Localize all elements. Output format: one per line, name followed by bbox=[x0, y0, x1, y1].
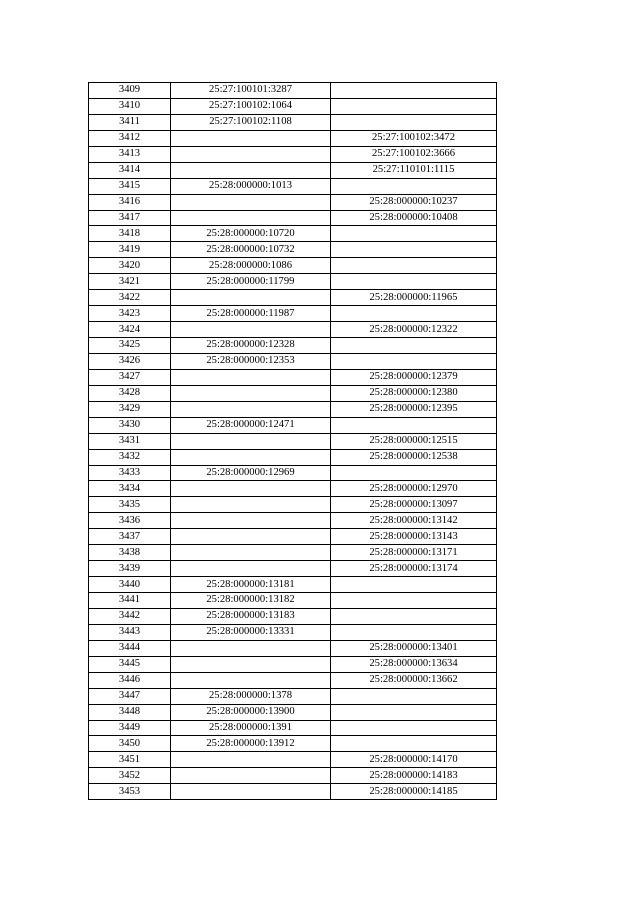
table-row bbox=[89, 465, 497, 481]
row-number-cell: 3424 bbox=[89, 322, 171, 338]
table-row bbox=[89, 656, 497, 672]
table-row bbox=[89, 258, 497, 274]
cadastral-number-cell-column-2 bbox=[171, 656, 331, 672]
row-number-cell: 3428 bbox=[89, 385, 171, 401]
row-number-cell: 3446 bbox=[89, 672, 171, 688]
cadastral-number-cell-column-3 bbox=[331, 608, 497, 624]
cadastral-number-cell-column-2 bbox=[171, 433, 331, 449]
row-number-cell: 3438 bbox=[89, 545, 171, 561]
cadastral-number-cell-column-2 bbox=[171, 640, 331, 656]
table-row bbox=[89, 752, 497, 768]
cadastral-number-cell-column-2 bbox=[171, 672, 331, 688]
row-number-cell: 3453 bbox=[89, 784, 171, 800]
cadastral-number-cell-column-2 bbox=[171, 545, 331, 561]
table-row bbox=[89, 210, 497, 226]
row-number-cell: 3451 bbox=[89, 752, 171, 768]
table-row bbox=[89, 433, 497, 449]
row-number-cell: 3423 bbox=[89, 306, 171, 322]
row-number-cell: 3436 bbox=[89, 513, 171, 529]
cadastral-number-cell-column-3: 25:28:000000:13662 bbox=[331, 672, 497, 688]
row-number-cell: 3437 bbox=[89, 529, 171, 545]
cadastral-number-cell-column-2 bbox=[171, 194, 331, 210]
table-row bbox=[89, 130, 497, 146]
row-number-cell: 3418 bbox=[89, 226, 171, 242]
row-number-cell: 3431 bbox=[89, 433, 171, 449]
cadastral-number-cell-column-2 bbox=[171, 130, 331, 146]
cadastral-number-cell-column-3 bbox=[331, 83, 497, 99]
table-row bbox=[89, 338, 497, 354]
row-number-cell: 3440 bbox=[89, 577, 171, 593]
table-row bbox=[89, 146, 497, 162]
table-row bbox=[89, 98, 497, 114]
row-number-cell: 3452 bbox=[89, 768, 171, 784]
row-number-cell: 3413 bbox=[89, 146, 171, 162]
table-row bbox=[89, 369, 497, 385]
cadastral-number-cell-column-2: 25:27:100102:1064 bbox=[171, 98, 331, 114]
table-row bbox=[89, 624, 497, 640]
cadastral-number-cell-column-3 bbox=[331, 688, 497, 704]
cadastral-number-cell-column-3: 25:28:000000:13171 bbox=[331, 545, 497, 561]
table-row bbox=[89, 481, 497, 497]
row-number-cell: 3445 bbox=[89, 656, 171, 672]
cadastral-number-cell-column-2 bbox=[171, 162, 331, 178]
row-number-cell: 3444 bbox=[89, 640, 171, 656]
cadastral-number-cell-column-3: 25:28:000000:14183 bbox=[331, 768, 497, 784]
table-row bbox=[89, 162, 497, 178]
cadastral-number-cell-column-3 bbox=[331, 258, 497, 274]
cadastral-number-cell-column-3 bbox=[331, 98, 497, 114]
row-number-cell: 3433 bbox=[89, 465, 171, 481]
cadastral-number-cell-column-2: 25:28:000000:13331 bbox=[171, 624, 331, 640]
cadastral-number-cell-column-2 bbox=[171, 481, 331, 497]
cadastral-number-cell-column-2: 25:28:000000:11987 bbox=[171, 306, 331, 322]
cadastral-number-cell-column-2 bbox=[171, 768, 331, 784]
table-row bbox=[89, 768, 497, 784]
cadastral-number-cell-column-2: 25:28:000000:13900 bbox=[171, 704, 331, 720]
cadastral-number-cell-column-3 bbox=[331, 593, 497, 609]
cadastral-number-cell-column-3 bbox=[331, 338, 497, 354]
cadastral-number-cell-column-3 bbox=[331, 720, 497, 736]
cadastral-number-cell-column-3: 25:28:000000:12970 bbox=[331, 481, 497, 497]
table-row bbox=[89, 306, 497, 322]
cadastral-number-table bbox=[88, 82, 497, 800]
cadastral-number-cell-column-3 bbox=[331, 242, 497, 258]
cadastral-number-cell-column-3: 25:28:000000:11965 bbox=[331, 290, 497, 306]
cadastral-number-cell-column-3: 25:28:000000:14170 bbox=[331, 752, 497, 768]
cadastral-number-cell-column-2 bbox=[171, 322, 331, 338]
cadastral-number-cell-column-2 bbox=[171, 401, 331, 417]
cadastral-number-cell-column-3 bbox=[331, 353, 497, 369]
cadastral-number-cell-column-3: 25:28:000000:12380 bbox=[331, 385, 497, 401]
cadastral-number-cell-column-3 bbox=[331, 624, 497, 640]
cadastral-number-cell-column-2: 25:27:100101:3287 bbox=[171, 83, 331, 99]
table-body bbox=[89, 83, 497, 800]
table-row bbox=[89, 274, 497, 290]
cadastral-number-cell-column-2: 25:28:000000:12328 bbox=[171, 338, 331, 354]
table-row bbox=[89, 513, 497, 529]
cadastral-number-cell-column-3: 25:28:000000:13143 bbox=[331, 529, 497, 545]
cadastral-number-cell-column-2: 25:28:000000:13182 bbox=[171, 593, 331, 609]
table-row bbox=[89, 449, 497, 465]
row-number-cell: 3449 bbox=[89, 720, 171, 736]
cadastral-number-cell-column-2 bbox=[171, 290, 331, 306]
table-row bbox=[89, 545, 497, 561]
table-row bbox=[89, 83, 497, 99]
cadastral-number-cell-column-3 bbox=[331, 736, 497, 752]
row-number-cell: 3439 bbox=[89, 561, 171, 577]
table-row bbox=[89, 178, 497, 194]
row-number-cell: 3435 bbox=[89, 497, 171, 513]
cadastral-number-cell-column-3: 25:28:000000:12379 bbox=[331, 369, 497, 385]
cadastral-number-cell-column-2 bbox=[171, 784, 331, 800]
row-number-cell: 3415 bbox=[89, 178, 171, 194]
cadastral-number-cell-column-2: 25:28:000000:11799 bbox=[171, 274, 331, 290]
cadastral-number-cell-column-2 bbox=[171, 561, 331, 577]
row-number-cell: 3422 bbox=[89, 290, 171, 306]
row-number-cell: 3410 bbox=[89, 98, 171, 114]
table-row bbox=[89, 593, 497, 609]
cadastral-number-cell-column-3: 25:28:000000:13097 bbox=[331, 497, 497, 513]
cadastral-number-cell-column-2 bbox=[171, 385, 331, 401]
table-row bbox=[89, 688, 497, 704]
cadastral-number-cell-column-3 bbox=[331, 417, 497, 433]
table-row bbox=[89, 736, 497, 752]
row-number-cell: 3443 bbox=[89, 624, 171, 640]
cadastral-number-cell-column-2 bbox=[171, 449, 331, 465]
table-row bbox=[89, 401, 497, 417]
cadastral-number-cell-column-2: 25:28:000000:13181 bbox=[171, 577, 331, 593]
row-number-cell: 3448 bbox=[89, 704, 171, 720]
row-number-cell: 3441 bbox=[89, 593, 171, 609]
table-row bbox=[89, 417, 497, 433]
cadastral-number-cell-column-3: 25:28:000000:12322 bbox=[331, 322, 497, 338]
table-row bbox=[89, 322, 497, 338]
cadastral-number-cell-column-2: 25:28:000000:10720 bbox=[171, 226, 331, 242]
row-number-cell: 3414 bbox=[89, 162, 171, 178]
cadastral-number-cell-column-3 bbox=[331, 306, 497, 322]
cadastral-number-cell-column-2 bbox=[171, 497, 331, 513]
cadastral-number-cell-column-2: 25:28:000000:13183 bbox=[171, 608, 331, 624]
row-number-cell: 3434 bbox=[89, 481, 171, 497]
cadastral-number-cell-column-2: 25:28:000000:12969 bbox=[171, 465, 331, 481]
cadastral-number-cell-column-3 bbox=[331, 178, 497, 194]
cadastral-number-cell-column-2: 25:28:000000:12471 bbox=[171, 417, 331, 433]
table-row bbox=[89, 561, 497, 577]
cadastral-number-cell-column-3 bbox=[331, 704, 497, 720]
table-row bbox=[89, 497, 497, 513]
cadastral-number-cell-column-2: 25:28:000000:1391 bbox=[171, 720, 331, 736]
row-number-cell: 3420 bbox=[89, 258, 171, 274]
cadastral-number-cell-column-2 bbox=[171, 369, 331, 385]
cadastral-number-cell-column-2: 25:28:000000:1013 bbox=[171, 178, 331, 194]
row-number-cell: 3411 bbox=[89, 114, 171, 130]
cadastral-number-cell-column-3: 25:28:000000:10237 bbox=[331, 194, 497, 210]
row-number-cell: 3417 bbox=[89, 210, 171, 226]
row-number-cell: 3412 bbox=[89, 130, 171, 146]
cadastral-number-cell-column-3 bbox=[331, 114, 497, 130]
table-row bbox=[89, 529, 497, 545]
cadastral-number-cell-column-3 bbox=[331, 577, 497, 593]
cadastral-number-cell-column-3: 25:28:000000:12395 bbox=[331, 401, 497, 417]
cadastral-number-cell-column-3 bbox=[331, 274, 497, 290]
table-row bbox=[89, 577, 497, 593]
cadastral-number-cell-column-3: 25:28:000000:12515 bbox=[331, 433, 497, 449]
cadastral-number-cell-column-2: 25:27:100102:1108 bbox=[171, 114, 331, 130]
row-number-cell: 3419 bbox=[89, 242, 171, 258]
cadastral-number-cell-column-3: 25:28:000000:13174 bbox=[331, 561, 497, 577]
row-number-cell: 3442 bbox=[89, 608, 171, 624]
cadastral-number-cell-column-2: 25:28:000000:1378 bbox=[171, 688, 331, 704]
cadastral-number-cell-column-3: 25:28:000000:13401 bbox=[331, 640, 497, 656]
cadastral-number-cell-column-3: 25:28:000000:13142 bbox=[331, 513, 497, 529]
cadastral-number-cell-column-2: 25:28:000000:10732 bbox=[171, 242, 331, 258]
row-number-cell: 3427 bbox=[89, 369, 171, 385]
table-row bbox=[89, 290, 497, 306]
table-row bbox=[89, 194, 497, 210]
cadastral-number-cell-column-3: 25:28:000000:12538 bbox=[331, 449, 497, 465]
cadastral-number-cell-column-2: 25:28:000000:1086 bbox=[171, 258, 331, 274]
row-number-cell: 3425 bbox=[89, 338, 171, 354]
cadastral-number-cell-column-3: 25:27:110101:1115 bbox=[331, 162, 497, 178]
cadastral-number-cell-column-3: 25:28:000000:13634 bbox=[331, 656, 497, 672]
cadastral-number-cell-column-2: 25:28:000000:13912 bbox=[171, 736, 331, 752]
cadastral-number-cell-column-2 bbox=[171, 752, 331, 768]
table-row bbox=[89, 242, 497, 258]
table-row bbox=[89, 704, 497, 720]
table-row bbox=[89, 385, 497, 401]
table-row bbox=[89, 720, 497, 736]
table-row bbox=[89, 353, 497, 369]
cadastral-number-cell-column-2: 25:28:000000:12353 bbox=[171, 353, 331, 369]
table-row bbox=[89, 226, 497, 242]
row-number-cell: 3430 bbox=[89, 417, 171, 433]
cadastral-number-cell-column-2 bbox=[171, 529, 331, 545]
cadastral-number-cell-column-3 bbox=[331, 226, 497, 242]
cadastral-number-cell-column-2 bbox=[171, 210, 331, 226]
row-number-cell: 3426 bbox=[89, 353, 171, 369]
table-row bbox=[89, 784, 497, 800]
table-row bbox=[89, 608, 497, 624]
table-row bbox=[89, 114, 497, 130]
cadastral-number-cell-column-2 bbox=[171, 513, 331, 529]
row-number-cell: 3416 bbox=[89, 194, 171, 210]
row-number-cell: 3421 bbox=[89, 274, 171, 290]
cadastral-number-cell-column-3: 25:27:100102:3472 bbox=[331, 130, 497, 146]
row-number-cell: 3432 bbox=[89, 449, 171, 465]
cadastral-number-cell-column-2 bbox=[171, 146, 331, 162]
table-row bbox=[89, 672, 497, 688]
row-number-cell: 3429 bbox=[89, 401, 171, 417]
table-row bbox=[89, 640, 497, 656]
cadastral-number-cell-column-3 bbox=[331, 465, 497, 481]
row-number-cell: 3447 bbox=[89, 688, 171, 704]
cadastral-number-cell-column-3: 25:28:000000:10408 bbox=[331, 210, 497, 226]
cadastral-number-cell-column-3: 25:27:100102:3666 bbox=[331, 146, 497, 162]
cadastral-number-cell-column-3: 25:28:000000:14185 bbox=[331, 784, 497, 800]
row-number-cell: 3450 bbox=[89, 736, 171, 752]
row-number-cell: 3409 bbox=[89, 83, 171, 99]
